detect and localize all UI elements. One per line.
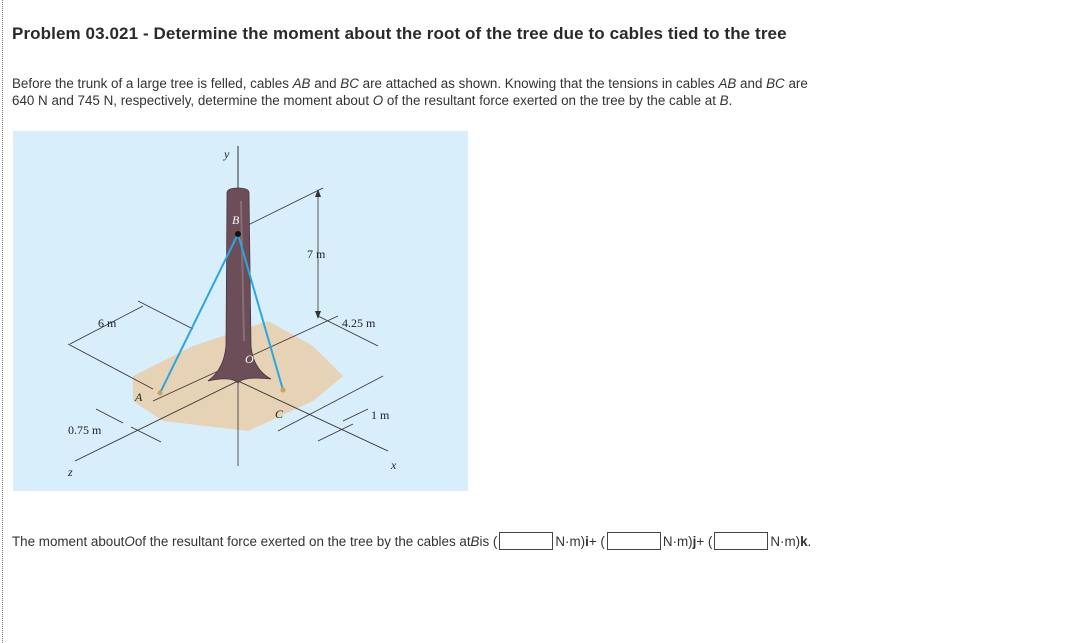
- left-dotted-rule: [2, 0, 3, 643]
- statement-text: and: [736, 76, 767, 91]
- statement-text: are attached as shown. Knowing that the tensions in cables: [358, 76, 719, 91]
- statement-text: of the resultant force exerted on the tree by the cable at: [383, 93, 720, 108]
- label-c: C: [275, 407, 284, 421]
- unit-k: [770, 534, 807, 549]
- statement-text: and: [310, 76, 341, 91]
- label-x: x: [391, 458, 397, 472]
- unit-text: N·m): [770, 533, 801, 549]
- statement-text: 640 N and 745 N, respectively, determine the moment about: [12, 93, 373, 108]
- point-b-label: B: [719, 93, 729, 108]
- answer-text: The moment about: [12, 533, 125, 549]
- unit-j: [663, 534, 696, 549]
- moment-i-input[interactable]: [499, 532, 553, 550]
- label-075m: 0.75 m: [68, 423, 102, 437]
- cable-ab-label: AB: [292, 76, 311, 91]
- answer-text: of the resultant force exerted on the tree by the cables at: [134, 533, 471, 549]
- answer-text: + (: [696, 533, 713, 549]
- point-o-label: O: [372, 93, 384, 108]
- label-7m: 7 m: [307, 247, 326, 261]
- point-b-label: B: [470, 533, 480, 549]
- statement-line-1: [12, 75, 992, 92]
- unit-vector-k: k: [800, 533, 808, 549]
- unit-i: [555, 534, 588, 549]
- cable-ab-label: AB: [718, 76, 737, 91]
- statement-text: .: [728, 93, 733, 108]
- statement-text: Before the trunk of a large tree is felled, cables: [12, 76, 293, 91]
- label-6m: 6 m: [98, 316, 117, 330]
- unit-text: N·m): [555, 533, 586, 549]
- cable-bc-label: BC: [766, 76, 785, 91]
- label-b: B: [232, 213, 240, 227]
- answer-text: .: [807, 533, 812, 549]
- label-z: z: [68, 465, 73, 479]
- label-y: y: [224, 147, 230, 161]
- label-1m: 1 m: [371, 408, 390, 422]
- statement-line-2: [12, 92, 992, 109]
- label-425m: 4.25 m: [342, 316, 376, 330]
- answer-text: + (: [588, 533, 605, 549]
- moment-j-input[interactable]: [607, 532, 661, 550]
- problem-statement: [12, 75, 992, 109]
- anchor-c: [281, 388, 286, 393]
- point-b-marker: [235, 231, 241, 237]
- cable-bc-label: BC: [340, 76, 359, 91]
- answer-text: is (: [479, 533, 498, 549]
- label-a: A: [135, 390, 143, 404]
- anchor-a: [158, 391, 163, 396]
- figure-svg: [13, 131, 468, 491]
- unit-vector-i: i: [585, 533, 589, 549]
- problem-title: Problem 03.021 - Determine the moment about the root of the tree due to cables tied to the tree: [12, 24, 787, 43]
- tree-cable-figure: [13, 131, 468, 491]
- unit-text: N·m): [662, 533, 693, 549]
- moment-k-input[interactable]: [714, 532, 768, 550]
- statement-text: are: [784, 76, 808, 91]
- unit-vector-j: j: [692, 533, 697, 549]
- point-o-label: O: [124, 533, 135, 549]
- answer-row: [12, 529, 811, 553]
- label-o: O: [245, 352, 254, 366]
